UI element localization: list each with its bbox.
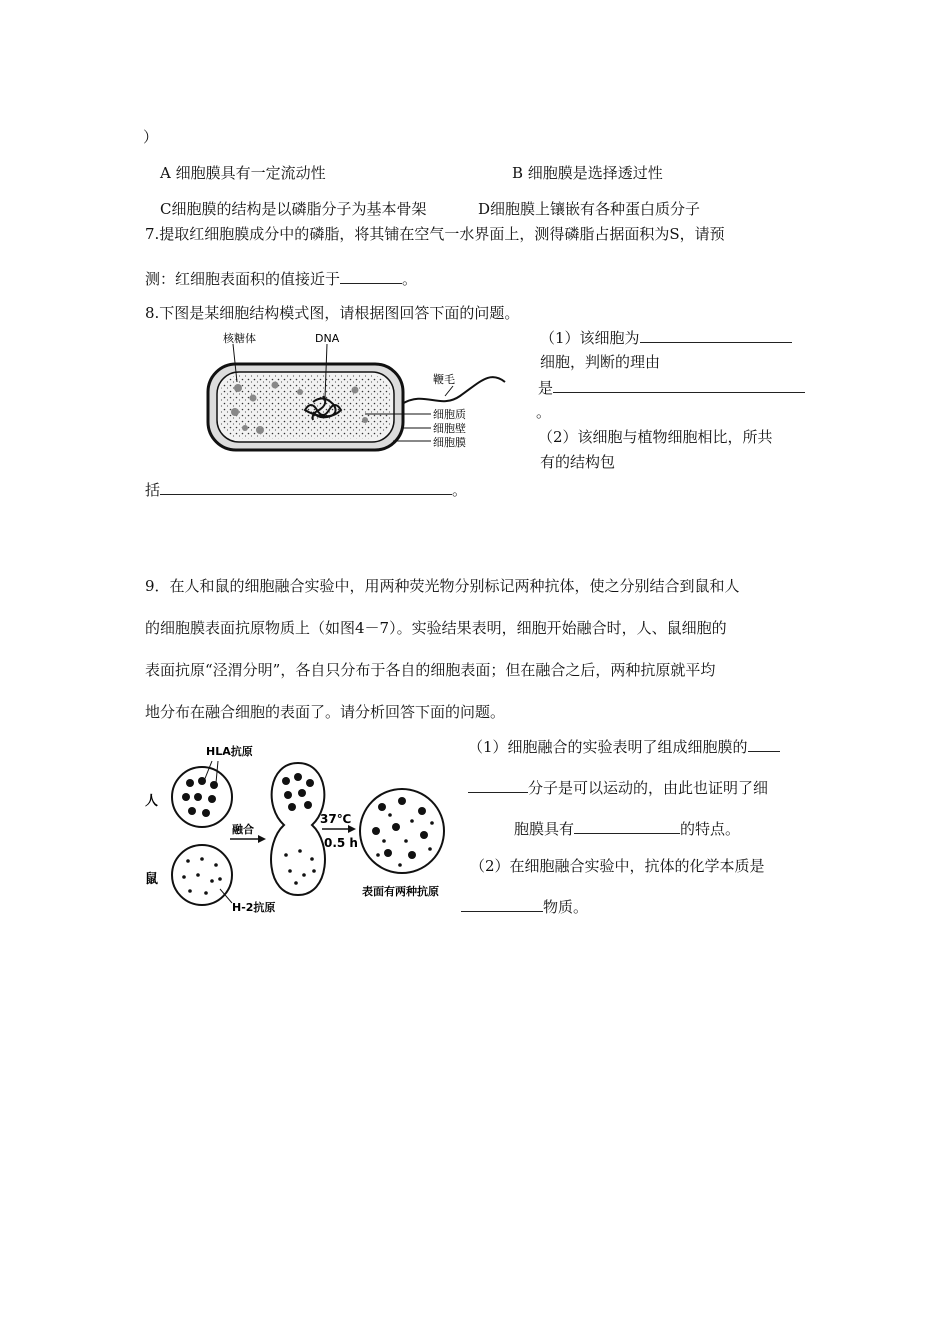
q9-sub1-property-lead: 胞膜具有 <box>514 820 575 838</box>
q9-sub2-line2 <box>461 896 588 917</box>
hla-antigen-dots <box>182 777 218 817</box>
fusing-cell <box>271 763 325 895</box>
cell-fusion-diagram <box>140 735 460 915</box>
q7-line2-end: 。 <box>402 270 418 288</box>
q8-sub2-end: 。 <box>452 481 468 499</box>
q9-sub1-line1 <box>468 736 780 757</box>
q7-line2-text: 测：红细胞表面积的值接近于 <box>145 270 341 288</box>
q9-molecule-blank-part2 <box>468 777 528 793</box>
q6-option-c: C细胞膜的结构是以磷脂分子为基本骨架 <box>160 200 427 218</box>
q9-paragraph-line1: 9．在人和鼠的细胞融合实验中，用两种荧光物分别标记两种抗体，使之分别结合到鼠和人 <box>145 577 740 595</box>
label-mouse: 鼠 <box>145 872 159 887</box>
q9-property-blank <box>574 818 680 834</box>
q6-option-b: B 细胞膜是选择透过性 <box>512 164 663 182</box>
q9-sub1-continue: 分子是可以运动的，由此也证明了细 <box>528 779 769 797</box>
q6-option-d: D细胞膜上镶嵌有各种蛋白质分子 <box>478 200 701 218</box>
label-hla-antigen: HLA抗原 <box>206 745 253 758</box>
mouse-cell <box>172 845 232 905</box>
label-cell-membrane: 细胞膜 <box>433 436 466 449</box>
q8-reason-blank <box>553 377 805 393</box>
q8-sub1-text: （1）该细胞为 <box>540 329 640 347</box>
label-fusion: 融合 <box>232 823 254 836</box>
label-ribosome: 核糖体 <box>223 332 256 345</box>
q8-sub2-line3 <box>145 479 467 500</box>
q8-sub1-reason-lead: 是 <box>538 379 554 397</box>
q8-sub2-line2: 有的结构包 <box>540 453 616 471</box>
q6-closing-paren: ） <box>143 128 159 146</box>
q8-shared-structures-blank <box>160 479 452 495</box>
bacterium-diagram <box>205 330 525 460</box>
q9-sub1-line2 <box>468 777 768 798</box>
q8-sub1-line3 <box>538 377 805 398</box>
q8-stem: 8.下图是某细胞结构模式图，请根据图回答下面的问题。 <box>145 304 520 322</box>
label-cell-wall: 细胞壁 <box>433 422 466 435</box>
q8-sub1-line2: 细胞，判断的理由 <box>540 353 661 371</box>
q8-sub1-end: 。 <box>536 403 552 421</box>
label-cytoplasm: 细胞质 <box>433 408 466 421</box>
label-dna: DNA <box>315 332 340 345</box>
q9-sub1-text: （1）细胞融合的实验表明了组成细胞膜的 <box>468 738 748 756</box>
label-duration: 0.5 h <box>324 836 358 850</box>
q9-paragraph-line2: 的细胞膜表面抗原物质上（如图4－7）。实验结果表明，细胞开始融合时，人、鼠细胞的 <box>145 619 727 637</box>
label-h2-antigen: H-2抗原 <box>232 901 276 914</box>
q9-sub1-end: 的特点。 <box>680 820 741 838</box>
q8-sub2-line1: （2）该细胞与植物细胞相比，所共 <box>538 428 773 446</box>
q8-cell-type-blank <box>640 327 792 343</box>
q9-antibody-nature-blank <box>461 896 543 912</box>
q9-sub2-line1: （2）在细胞融合实验中，抗体的化学本质是 <box>470 857 765 875</box>
label-temperature: 37℃ <box>320 812 352 826</box>
label-flagellum: 鞭毛 <box>433 373 455 386</box>
h2-antigen-dots <box>182 857 222 895</box>
label-human: 人 <box>145 794 159 809</box>
q9-sub1-line3 <box>514 818 740 839</box>
q8-sub2-lead: 括 <box>145 481 161 499</box>
q9-molecule-blank-part1 <box>748 736 780 752</box>
q9-paragraph-line3: 表面抗原“泾渭分明”，各自只分布于各自的细胞表面；但在融合之后，两种抗原就平均 <box>145 661 716 679</box>
q9-sub2-end: 物质。 <box>543 898 589 916</box>
q7-answer-blank <box>340 268 402 284</box>
q9-paragraph-line4: 地分布在融合细胞的表面了。请分析回答下面的问题。 <box>145 703 506 721</box>
label-result: 表面有两种抗原 <box>362 885 439 898</box>
q7-line2 <box>145 268 417 289</box>
q8-sub1-line1 <box>540 327 792 348</box>
q6-option-a: A 细胞膜具有一定流动性 <box>160 164 326 182</box>
q7-line1: 7.提取红细胞膜成分中的磷脂，将其铺在空气一水界面上，测得磷脂占据面积为S，请预 <box>145 225 725 243</box>
